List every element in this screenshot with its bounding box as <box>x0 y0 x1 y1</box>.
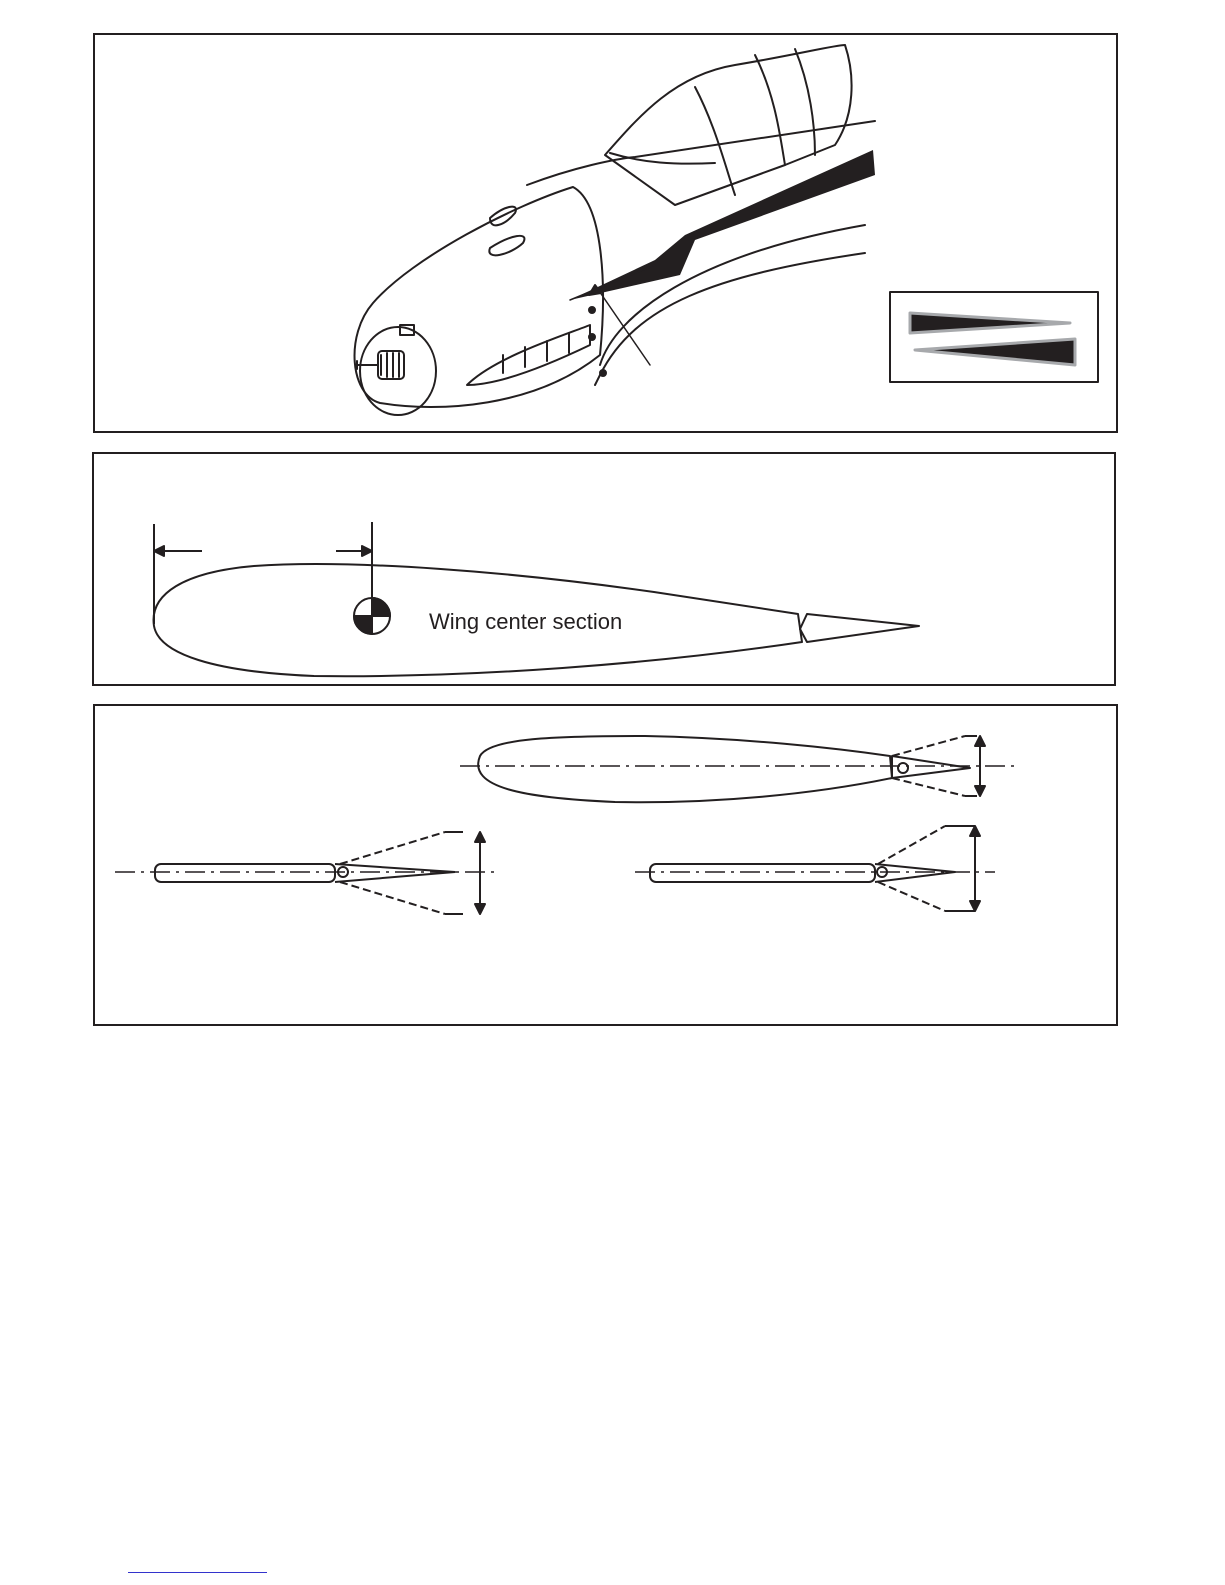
aileron <box>800 614 919 642</box>
cowl-vent-mid <box>489 236 524 255</box>
rudder-throw-diagram <box>635 826 995 911</box>
stab-airfoil <box>478 736 892 802</box>
engine-icon <box>357 325 414 379</box>
decal-inset-box <box>890 292 1098 382</box>
exhaust-louvres <box>467 325 590 385</box>
wing-center-section-label: Wing center section <box>429 609 623 634</box>
footer-link-underline[interactable] <box>128 1572 267 1573</box>
decal-stripe-top <box>910 313 1070 333</box>
elevator-throw-diagram <box>460 736 1020 802</box>
fuselage-figure-panel <box>93 33 1118 433</box>
aileron-throw-diagram <box>115 832 495 914</box>
fuselage-illustration <box>95 35 1120 435</box>
airfoil-illustration <box>94 454 1118 688</box>
control-throw-figure-panel <box>93 704 1118 1026</box>
cg-marker-icon <box>354 598 390 634</box>
wing-section-figure-panel <box>92 452 1116 686</box>
wing-fillet-upper <box>600 225 865 365</box>
lightning-stripe <box>570 150 875 300</box>
decal-stripe-bottom <box>915 339 1075 365</box>
control-throw-illustration <box>95 706 1120 1028</box>
